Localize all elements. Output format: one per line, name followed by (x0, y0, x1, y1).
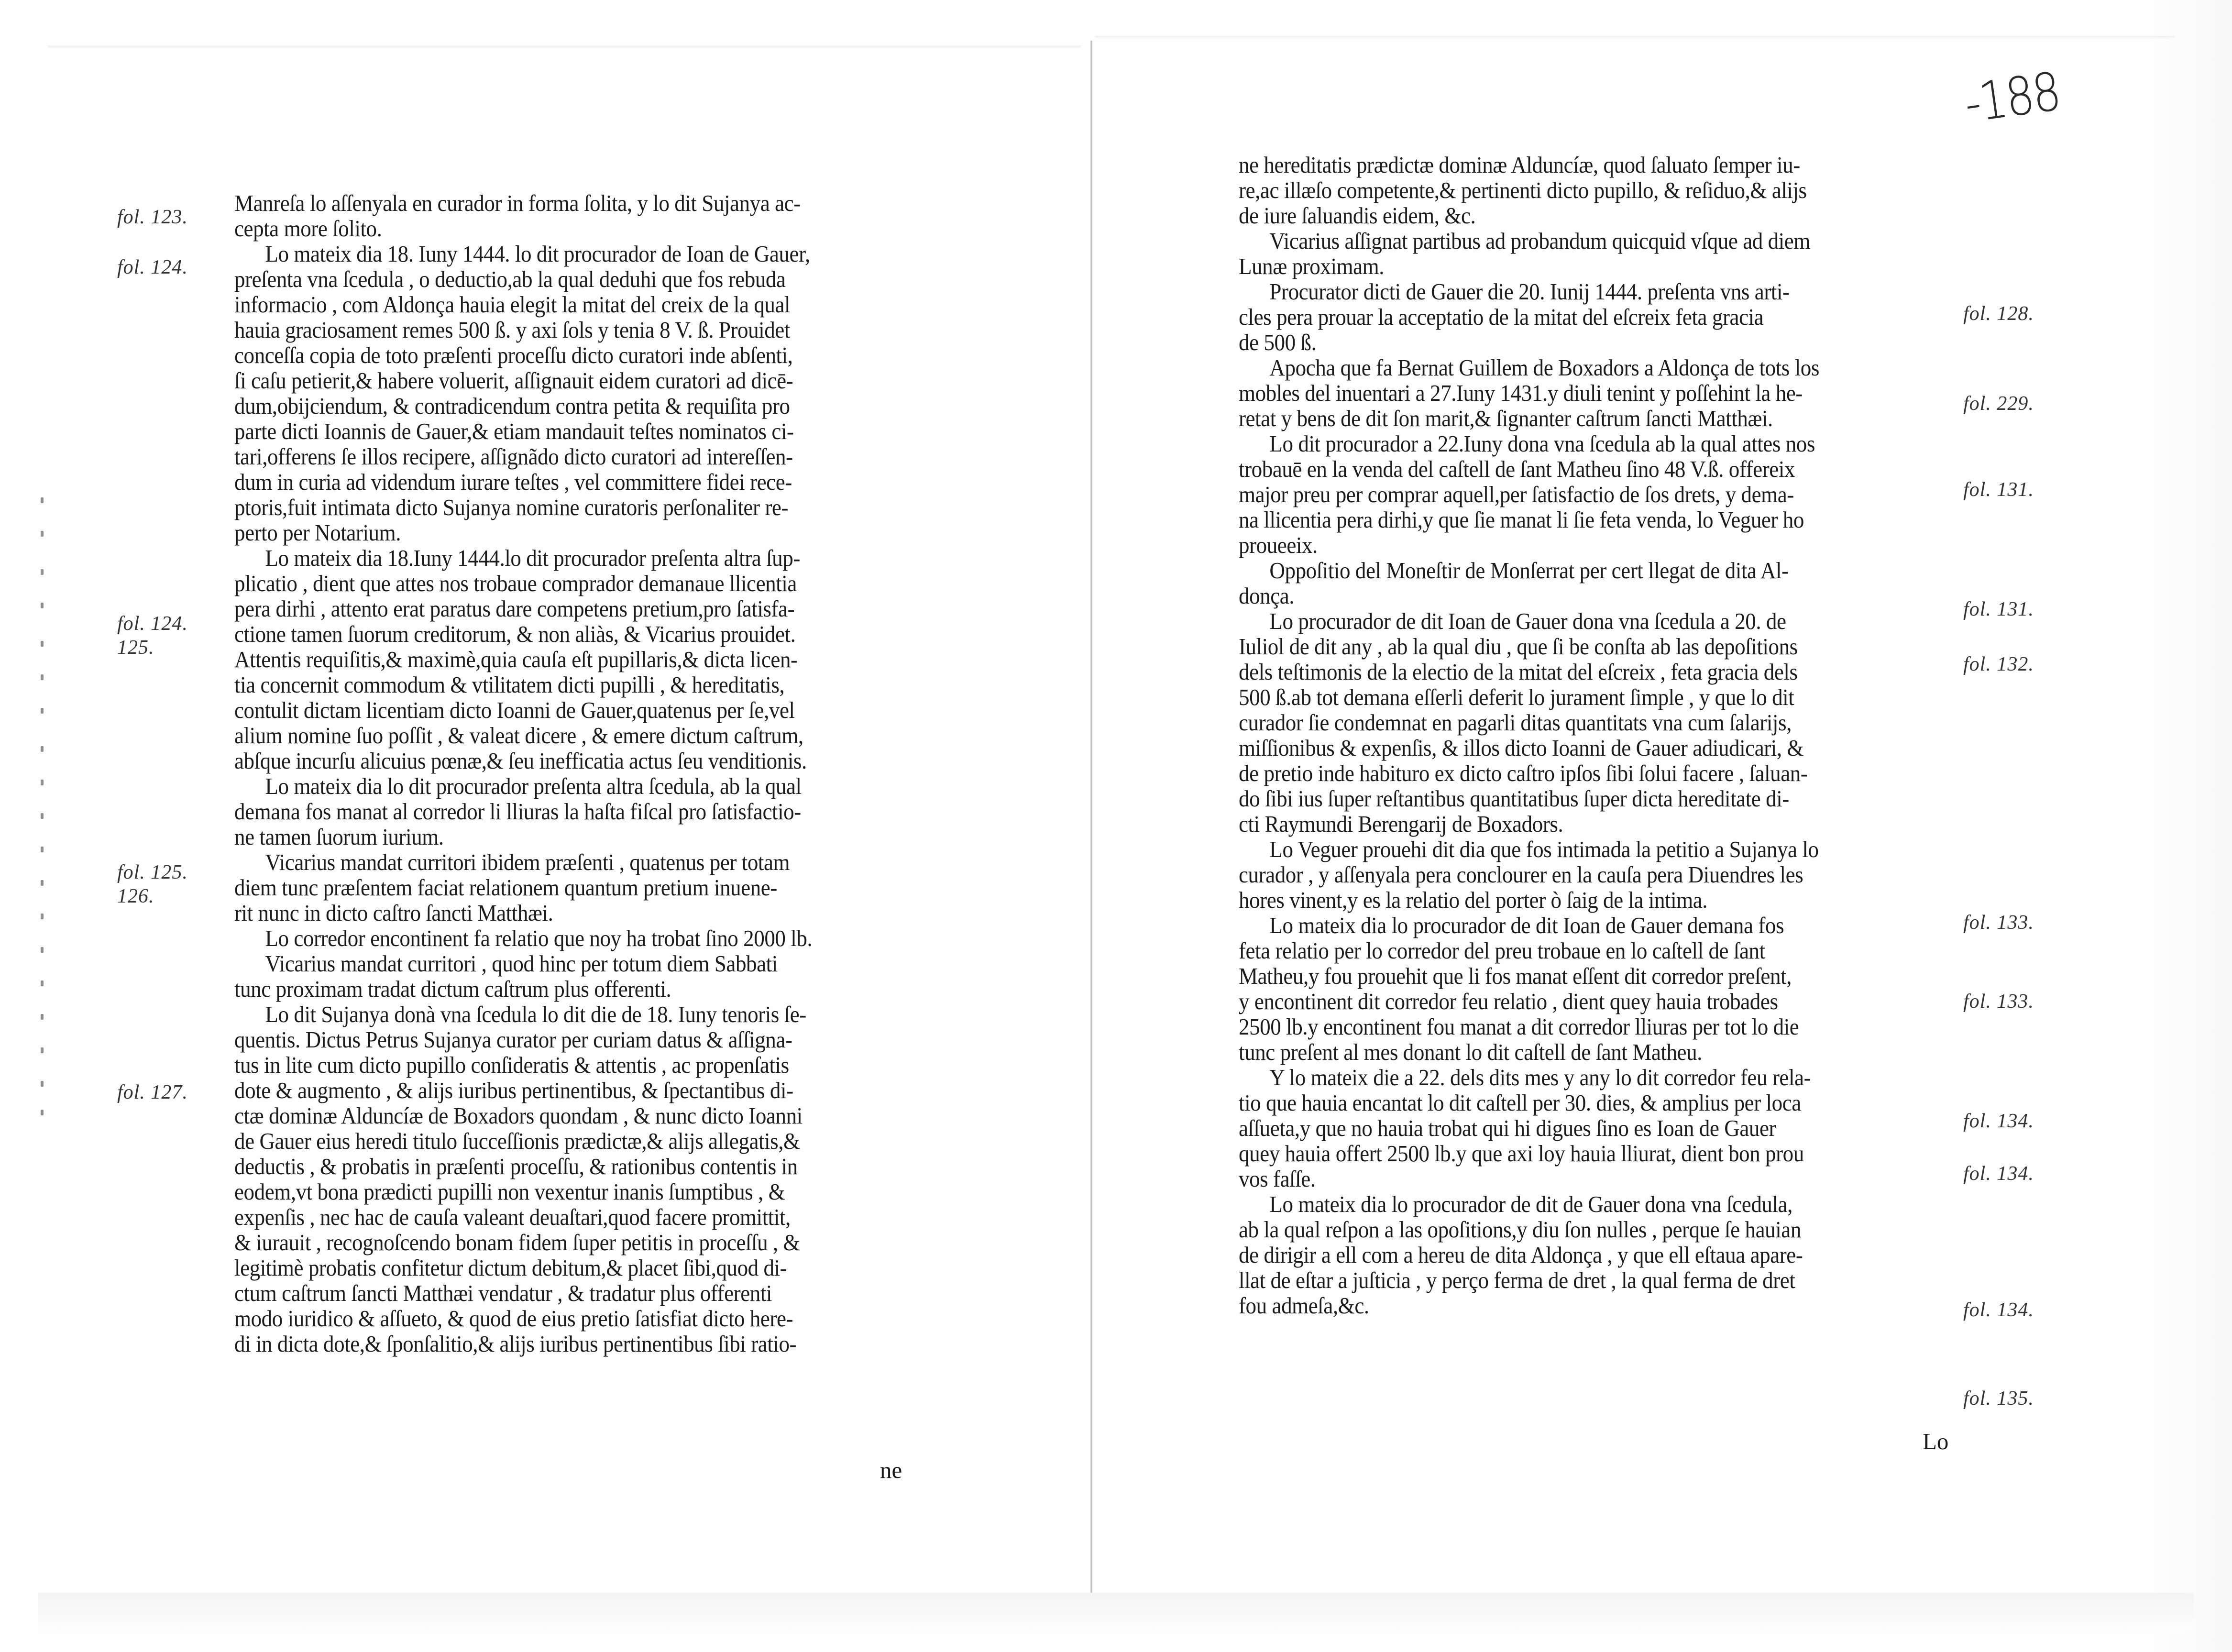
text-line: perto per Notarium. (234, 519, 401, 546)
text-line: Manreſa lo aſſenyala en curador in forma ſolita, y lo dit Sujanya ac- (234, 190, 801, 216)
text-line: eodem,vt bona prædicti pupilli non vexentur inanis ſumptibus , & (234, 1178, 785, 1205)
text-line: 500 ß.ab tot demana eſſerli deferit lo jurament ſimple , y que lo dit (1239, 684, 1794, 710)
text-line: preſenta vna ſcedula , o deductio,ab la qual deduhi que fos rebuda (234, 266, 786, 292)
text-line: tunc proximam tradat dictum caſtrum plus offerenti. (234, 976, 671, 1002)
folio-reference: fol. 124. (117, 613, 188, 635)
text-line: de 500 ß. (1239, 329, 1317, 355)
left-catchword: ne (880, 1457, 902, 1483)
text-line: Oppoſitio del Moneſtir de Monſerrat per cert llegat de dita Al- (1269, 557, 1789, 584)
text-line: ne tamen ſuorum iurium. (234, 824, 444, 850)
folio-reference: fol. 134. (1963, 1299, 2034, 1321)
text-line: Lo mateix dia lo dit procurador preſenta altra ſcedula, ab la qual (265, 773, 802, 799)
text-line: Lo procurador de dit Ioan de Gauer dona vna ſcedula a 20. de (1269, 608, 1786, 634)
text-line: ab la qual reſpon a las opoſitions,y diu ſon nulles , perque ſe hauian (1239, 1216, 1801, 1243)
text-line: Attentis requiſitis,& maximè,quia cauſa eſt pupillaris,& dicta licen- (234, 646, 798, 672)
text-line: y encontinent dit corredor feu relatio , dient quey hauia trobades (1239, 988, 1778, 1014)
text-line: de pretio inde habituro ex dicto caſtro ipſos ſibi ſolui facere , ſaluan- (1239, 760, 1808, 786)
binding-mark (41, 980, 44, 986)
text-line: Lo mateix dia 18.Iuny 1444.lo dit procurador preſenta altra ſup- (265, 545, 800, 571)
binding-mark (41, 603, 44, 608)
text-line: contulit dictam licentiam dicto Ioanni de Gauer,quatenus per ſe,vel (234, 697, 795, 723)
text-line: feta relatio per lo corredor del preu trobaue en lo caſtell de ſant (1239, 937, 1765, 964)
text-line: tia concernit commodum & vtilitatem dicti pupilli , & hereditatis, (234, 672, 785, 698)
text-line: informacio , com Aldonça hauia elegit la mitat del creix de la qual (234, 291, 791, 318)
folio-reference: fol. 125. (117, 861, 188, 883)
binding-mark (41, 1014, 44, 1020)
text-line: Lo mateix dia lo procurador de dit Ioan de Gauer demana fos (1269, 912, 1784, 938)
handwritten-page-number: -188 (1960, 60, 2064, 135)
binding-mark (41, 947, 44, 953)
text-line: ſi caſu petierit,& habere voluerit, aſſignauit eidem curatori ad dicē- (234, 367, 793, 394)
text-line: alium nomine ſuo poſſit , & valeat dicere , & emere dictum caſtrum, (234, 722, 803, 749)
binding-mark (41, 569, 44, 575)
text-line: Lo mateix dia lo procurador de dit de Gauer dona vna ſcedula, (1269, 1191, 1792, 1217)
text-line: major preu per comprar aquell,per ſatisfactio de ſos drets, y dema- (1239, 481, 1794, 507)
text-line: Lunæ proximam. (1239, 253, 1385, 279)
text-line: conceſſa copia de toto præſenti proceſſu dicto curatori inde abſenti, (234, 342, 793, 368)
text-line: miſſionibus & expenſis, & illos dicto Ioanni de Gauer adiudicari, & (1239, 735, 1804, 761)
binding-mark (41, 1081, 44, 1087)
text-line: ctum caſtrum ſancti Matthæi vendatur , & tradatur plus offerenti (234, 1280, 772, 1306)
page-edge-shadow (2146, 0, 2232, 1652)
text-line: expenſis , nec hac de cauſa valeant deuaſtari,quod facere promittit, (234, 1204, 791, 1230)
binding-mark (41, 813, 44, 819)
binding-mark (41, 1047, 44, 1053)
text-line: quey hauia offert 2500 lb.y que axi loy hauia lliurat, dient bon prou (1239, 1140, 1804, 1167)
text-line: plicatio , dient que attes nos trobaue comprador demanaue llicentia (234, 570, 797, 596)
text-line: Lo corredor encontinent fa relatio que noy ha trobat ſino 2000 lb. (265, 925, 813, 951)
folio-reference: fol. 133. (1963, 912, 2034, 934)
binding-mark (41, 780, 44, 785)
folio-reference: fol. 128. (1963, 303, 2034, 325)
left-page-body-text (234, 190, 928, 1356)
text-line: de dirigir a ell com a hereu de dita Aldonça , y que ell eſtaua apare- (1239, 1242, 1803, 1268)
text-line: tunc preſent al mes donant lo dit caſtell de ſant Matheu. (1239, 1039, 1703, 1065)
binding-mark (41, 674, 44, 680)
text-line: vos faſſe. (1239, 1166, 1316, 1192)
right-page (1095, 0, 2232, 1652)
folio-reference: fol. 229. (1963, 393, 2034, 415)
text-line: abſque incurſu alicuius pœnæ,& ſeu inefficatia actus ſeu venditionis. (234, 748, 807, 774)
folio-reference: 125. (117, 637, 154, 659)
text-line: de Gauer eius heredi titulo ſucceſſionis prædictæ,& alijs allegatis,& (234, 1128, 800, 1154)
text-line: & iurauit , recognoſcendo bonam fidem ſuper petitis in proceſſu , & (234, 1229, 800, 1256)
binding-mark (41, 641, 44, 647)
text-line: hauia graciosament remes 500 ß. y axi ſols y tenia 8 V. ß. Prouidet (234, 317, 790, 343)
text-line: curador ſie condemnat en pagarli ditas quantitats vna cum ſalarijs, (1239, 709, 1792, 736)
folio-reference: fol. 135. (1963, 1388, 2034, 1410)
folio-reference: fol. 123. (117, 206, 188, 228)
text-line: ctione tamen ſuorum creditorum, & non aliàs, & Vicarius prouidet. (234, 621, 796, 647)
text-line: Lo dit procurador a 22.Iuny dona vna ſcedula ab la qual attes nos (1269, 430, 1815, 457)
text-line: Matheu,y fou prouehit que li fos manat eſſent dit corredor preſent, (1239, 963, 1792, 989)
text-line: Lo mateix dia 18. Iuny 1444. lo dit procurador de Ioan de Gauer, (265, 241, 810, 267)
binding-mark (41, 847, 44, 852)
text-line: Iuliol de dit any , ab la qual diu , que ſi be conſta ab las depoſitions (1239, 633, 1798, 660)
text-line: retat y bens de dit ſon marit,& ſignanter caſtrum ſancti Matthæi. (1239, 405, 1773, 431)
text-line: ptoris,fuit intimata dicto Sujanya nomine curatoris perſonaliter re- (234, 494, 788, 520)
text-line: fou admeſa,&c. (1239, 1292, 1369, 1319)
text-line: tus in lite cum dicto pupillo conſideratis & attentis , ac propenſatis (234, 1052, 789, 1078)
binding-mark (41, 497, 44, 503)
binding-mark (41, 880, 44, 886)
text-line: 2500 lb.y encontinent fou manat a dit corredor lliuras per tot lo die (1239, 1013, 1799, 1040)
text-line: proueeix. (1239, 532, 1318, 558)
binding-mark (41, 531, 44, 537)
text-line: do ſibi ius ſuper reſtantibus quantitatibus ſuper dicta hereditate di- (1239, 785, 1789, 812)
text-line: donça. (1239, 583, 1295, 609)
text-line: tio que hauia encantat lo dit caſtell per 30. dies, & amplius per loca (1239, 1090, 1801, 1116)
folio-reference: 126. (117, 885, 154, 907)
folio-reference: fol. 124. (117, 256, 188, 278)
text-line: cti Raymundi Berengarij de Boxadors. (1239, 811, 1563, 837)
text-line: legitimè probatis confitetur dictum debitum,& placet ſibi,quod di- (234, 1255, 787, 1281)
text-line: deductis , & probatis in præſenti proceſſu, & rationibus contentis in (234, 1153, 798, 1179)
text-line: cepta more ſolito. (234, 215, 382, 242)
page-top-edge (48, 45, 1081, 48)
folio-reference: fol. 133. (1963, 991, 2034, 1013)
text-line: Y lo mateix die a 22. dels dits mes y any lo dit corredor feu rela- (1269, 1064, 1811, 1090)
folio-reference: fol. 132. (1963, 653, 2034, 675)
text-line: demana fos manat al corredor li lliuras la haſta fiſcal pro ſatisfactio- (234, 798, 801, 825)
text-line: ctæ dominæ Alduncíæ de Boxadors quondam , & nunc dicto Ioanni (234, 1102, 803, 1129)
text-line: quentis. Dictus Petrus Sujanya curator per curiam datus & aſſigna- (234, 1026, 792, 1053)
folio-reference: fol. 131. (1963, 598, 2034, 620)
text-line: dum,obijciendum, & contradicendum contra petita & requiſita pro (234, 393, 790, 419)
text-line: mobles del inuentari a 27.Iuny 1431.y diuli tenint y poſſehint la he- (1239, 380, 1803, 406)
folio-reference: fol. 134. (1963, 1110, 2034, 1132)
binding-mark (41, 1110, 44, 1115)
text-line: de iure ſaluandis eidem, &c. (1239, 202, 1476, 229)
folio-reference: fol. 127. (117, 1081, 188, 1103)
folio-reference: fol. 134. (1963, 1163, 2034, 1185)
text-line: Lo Veguer prouehi dit dia que fos intimada la petitio a Sujanya lo (1269, 836, 1819, 862)
text-line: di in dicta dote,& ſponſalitio,& alijs iuribus pertinentibus ſibi ratio- (234, 1331, 797, 1357)
text-line: rit nunc in dicto caſtro ſancti Matthæi. (234, 900, 553, 926)
text-line: Vicarius mandat curritori , quod hinc per totum diem Sabbati (265, 950, 778, 977)
text-line: Vicarius aſſignat partibus ad probandum quicquid vſque ad diem (1269, 228, 1810, 254)
binding-mark (41, 708, 44, 714)
right-page-body-text (1239, 152, 1956, 1318)
page-top-edge (1095, 36, 2175, 39)
text-line: pera dirhi , attento erat paratus dare competens pretium,pro ſatisfa- (234, 595, 795, 622)
text-line: ne hereditatis prædictæ dominæ Alduncíæ, quod ſaluato ſemper iu- (1239, 152, 1800, 178)
book-gutter-fold (1090, 41, 1092, 1605)
text-line: hores vinent,y es la relatio del porter ò ſaig de la intima. (1239, 887, 1708, 913)
text-line: Lo dit Sujanya donà vna ſcedula lo dit die de 18. Iuny tenoris ſe- (265, 1001, 806, 1027)
text-line: tari,offerens ſe illos recipere, aſſignãdo dicto curatori ad intereſſen- (234, 443, 793, 470)
text-line: dum in curia ad videndum iurare teſtes , vel committere fidei rece- (234, 469, 792, 495)
page-bottom-shadow (38, 1593, 2194, 1631)
text-line: curador , y aſſenyala pera conclourer en la cauſa pera Diuendres les (1239, 861, 1803, 888)
text-line: Vicarius mandat curritori ibidem præſenti , quatenus per totam (265, 849, 790, 875)
text-line: dote & augmento , & alijs iuribus pertinentibus, & ſpectantibus di- (234, 1077, 793, 1103)
folio-reference: fol. 131. (1963, 479, 2034, 501)
binding-mark (41, 914, 44, 919)
text-line: aſſueta,y que no hauia trobat qui hi digues ſino es Ioan de Gauer (1239, 1115, 1776, 1141)
text-line: dels teſtimonis de la electio de la mitat del eſcreix , feta gracia dels (1239, 659, 1798, 685)
right-catchword: Lo (1923, 1428, 1949, 1454)
text-line: re,ac illæſo competente,& pertinenti dicto pupillo, & reſiduo,& alijs (1239, 177, 1807, 203)
text-line: cles pera prouar la acceptatio de la mitat del eſcreix feta gracia (1239, 304, 1764, 330)
text-line: na llicentia pera dirhi,y que ſie manat li ſie feta venda, lo Veguer ho (1239, 507, 1804, 533)
text-line: Procurator dicti de Gauer die 20. Iunij 1444. preſenta vns arti- (1269, 278, 1790, 305)
text-line: llat de eſtar a juſticia , y perço ferma de dret , la qual ferma de dret (1239, 1267, 1795, 1293)
text-line: trobauē en la venda del caſtell de ſant Matheu ſino 48 V.ß. offereix (1239, 456, 1795, 482)
text-line: diem tunc præſentem faciat relationem quantum pretium inuene- (234, 874, 777, 901)
text-line: modo iuridico & aſſueto, & quod de eius pretio ſatisfiat dicto here- (234, 1305, 793, 1332)
left-page (0, 0, 1095, 1652)
text-line: parte dicti Ioannis de Gauer,& etiam mandauit teſtes nominatos ci- (234, 418, 794, 444)
text-line: Apocha que fa Bernat Guillem de Boxadors a Aldonça de tots los (1269, 354, 1819, 381)
binding-mark (41, 746, 44, 752)
